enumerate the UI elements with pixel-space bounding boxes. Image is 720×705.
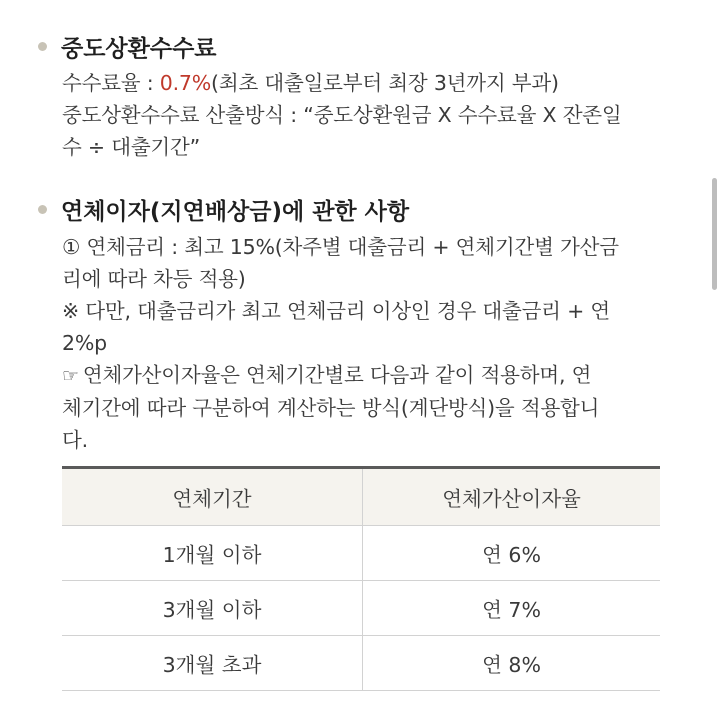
method-line-2: 수 ÷ 대출기간”: [62, 135, 201, 159]
guide-text-1: 연체가산이자율은 연체기간별로 다음과 같이 적용하며, 연: [82, 363, 592, 387]
header-rate: 연체가산이자율: [363, 468, 661, 526]
section-title: 중도상환수수료: [61, 36, 217, 62]
table-row: [62, 581, 660, 636]
note-line-1: ※ 다만, 대출금리가 최고 연체금리 이상인 경우 대출금리 + 연: [62, 299, 610, 323]
section-header-early-repayment: [38, 30, 217, 63]
guide-line-3: 다.: [62, 428, 88, 452]
note-line-2: 2%p: [62, 331, 107, 355]
bullet-icon: [38, 205, 47, 214]
scrollbar[interactable]: [712, 178, 717, 290]
table-row: [62, 636, 660, 691]
section-header-late-interest: [38, 193, 409, 226]
table-header-row: [62, 468, 660, 526]
late-interest-details: [62, 231, 682, 456]
rate-label: 수수료율 :: [62, 71, 160, 95]
table-row: [62, 526, 660, 581]
method-line-1: 중도상환수수료 산출방식 : “중도상환원금 X 수수료율 X 잔존일: [62, 103, 622, 127]
rate-value: 0.7%: [159, 71, 212, 95]
late-rate-line-2: 리에 따라 차등 적용): [62, 267, 246, 291]
late-interest-table: [62, 466, 660, 691]
section-title: 연체이자(지연배상금)에 관한 사항: [61, 199, 410, 225]
rate-line: [62, 67, 682, 99]
late-rate-line-1: ① 연체금리 : 최고 15%(차주별 대출금리 + 연체기간별 가산금: [62, 235, 619, 259]
period-cell: 3개월 이하: [62, 581, 363, 636]
rate-cell: 연 6%: [363, 526, 661, 581]
guide-line-1: [62, 359, 682, 392]
period-cell: 1개월 이하: [62, 526, 363, 581]
rate-note: (최초 대출일로부터 최장 3년까지 부과): [211, 71, 559, 95]
rate-cell: 연 8%: [363, 636, 661, 691]
pointing-hand-icon: ☞: [62, 365, 79, 387]
rate-cell: 연 7%: [363, 581, 661, 636]
bullet-icon: [38, 42, 47, 51]
period-cell: 3개월 초과: [62, 636, 363, 691]
guide-line-2: 체기간에 따라 구분하여 계산하는 방식(계단방식)을 적용합니: [62, 396, 600, 420]
header-period: 연체기간: [62, 468, 363, 526]
early-repayment-details: [62, 67, 682, 163]
